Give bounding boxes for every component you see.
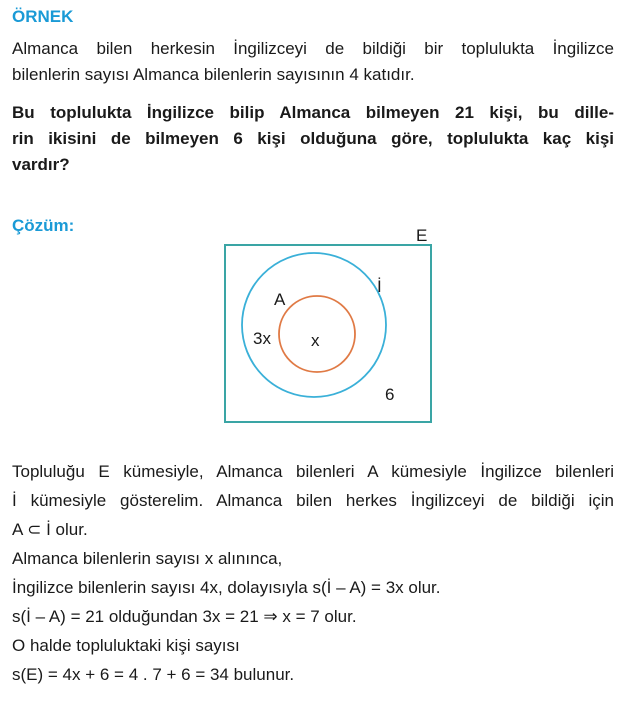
english-set-label: İ: [377, 277, 382, 296]
problem-line-2: bilenlerin sayısı Almanca bilenlerin sayısının 4 katıdır.: [12, 65, 415, 84]
outside-value: 6: [385, 385, 395, 404]
question-line-1: Bu toplulukta İngilizce bilip Almanca bilmeyen 21 kişi, bu dille-: [12, 103, 614, 122]
solution-line-2: İ kümesiyle gösterelim. Almanca bilen herkes İngilizceyi de bildiği için: [12, 491, 614, 510]
german-value: x: [311, 331, 320, 350]
solution-label: Çözüm:: [12, 216, 75, 235]
question-line-3: vardır?: [12, 155, 70, 174]
universe-label: E: [416, 226, 428, 245]
english-only-value: 3x: [253, 329, 271, 348]
solution-line-8: s(E) = 4x + 6 = 4 . 7 + 6 = 34 bulunur.: [12, 665, 295, 684]
solution-line-6: s(İ – A) = 21 olduğundan 3x = 21 ⇒ x = 7 olur.: [12, 607, 357, 626]
example-heading: ÖRNEK: [12, 7, 74, 26]
solution-line-7: O halde topluluktaki kişi sayısı: [12, 636, 240, 655]
solution-text: [12, 457, 614, 689]
solution-line-3: A ⊂ İ olur.: [12, 520, 88, 539]
solution-line-5: İngilizce bilenlerin sayısı 4x, dolayısıyla s(İ – A) = 3x olur.: [12, 578, 441, 597]
english-set-circle: [242, 253, 386, 397]
problem-line-1: Almanca bilen herkesin İngilizceyi de bildiği bir toplulukta İngilizce: [12, 39, 614, 58]
german-set-label: A: [274, 290, 286, 309]
question-line-2: rin ikisini de bilmeyen 6 kişi olduğuna göre, toplulukta kaç kişi: [12, 129, 614, 148]
solution-line-4: Almanca bilenlerin sayısı x alınınca,: [12, 549, 283, 568]
solution-line-1: Topluluğu E kümesiyle, Almanca bilenleri A kümesiyle İngilizce bilenleri: [12, 462, 614, 481]
